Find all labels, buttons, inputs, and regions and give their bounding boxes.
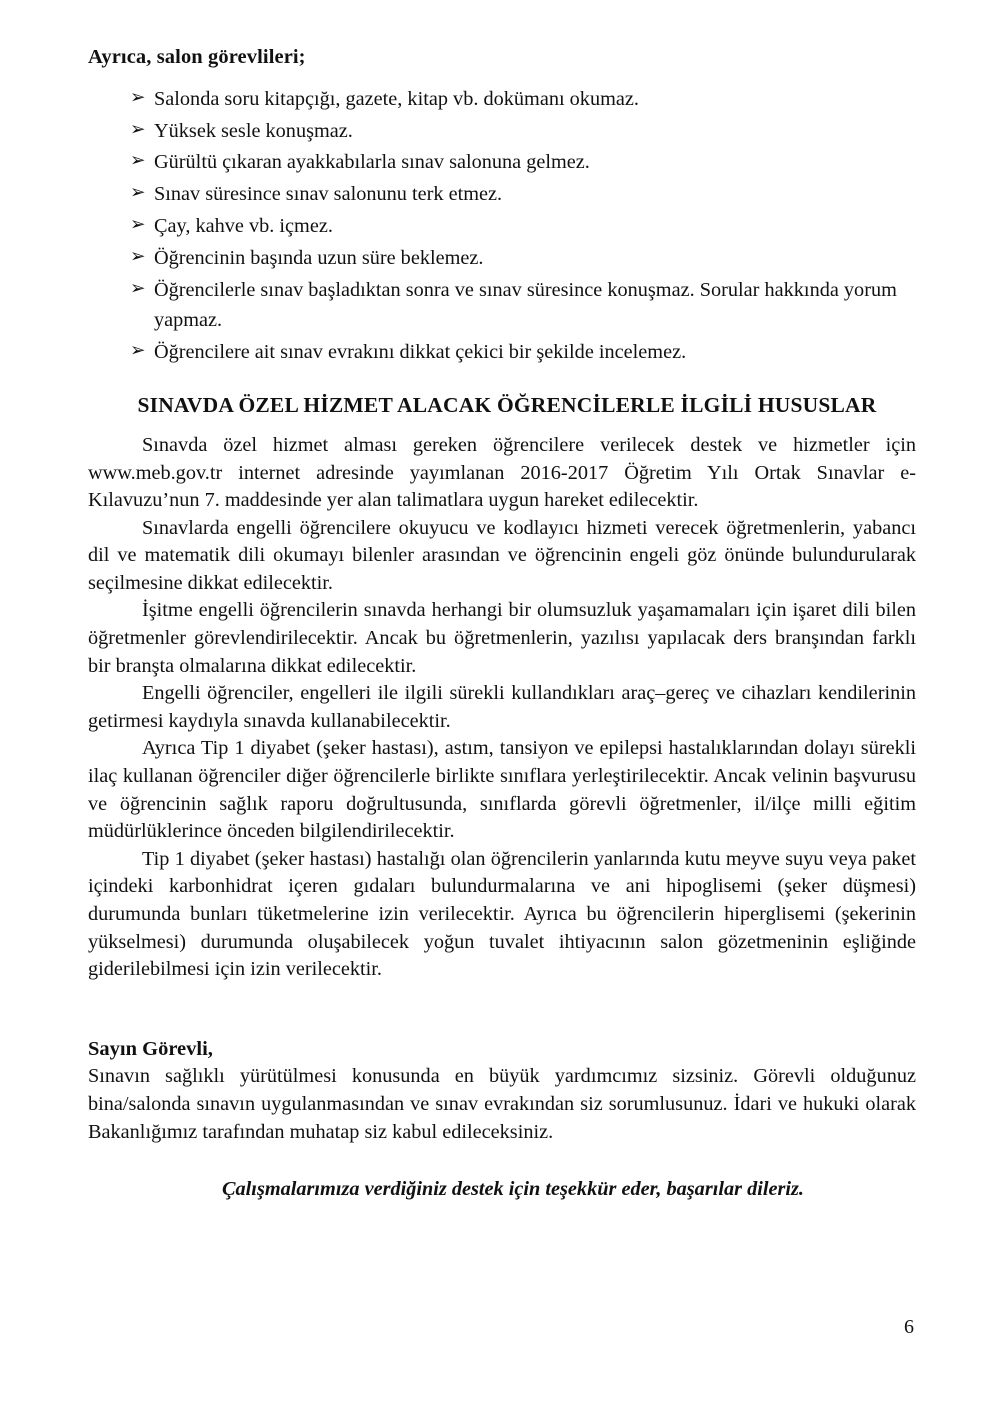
body-paragraph: Sınavda özel hizmet alması gereken öğrencilere verilecek destek ve hizmetler için www.meb.gov.tr internet adresinde yayımlanan 2016-2017 Öğretim Yılı Ortak Sınavlar e-Kılavuzu’nun 7. maddesinde yer alan talimatlara uygun hareket edilecektir. (88, 433, 916, 512)
list-item (88, 117, 916, 146)
closing-block (88, 1036, 916, 1146)
arrow-bullet-icon: ➢ (130, 118, 146, 140)
closing-paragraph: Sınavın sağlıklı yürütülmesi konusunda en büyük yardımcımız sizsiniz. Görevli olduğunuz bina/salonda sınavın uygulanmasından ve sınav evrakından siz sorumlusunuz. İdari ve hukuki olarak Bakanlığımız tarafından muhatap siz kabul edileceksiniz. (88, 1065, 916, 1143)
arrow-bullet-icon: ➢ (130, 182, 146, 204)
list-item (88, 212, 916, 241)
list-item-label: Yüksek sesle konuşmaz. (154, 119, 353, 142)
list-item (88, 180, 916, 209)
list-item-label: Öğrencilerle sınav başladıktan sonra ve sınav süresince konuşmaz. Sorular hakkında yorum yapmaz. (154, 279, 897, 331)
duties-bullet-list (88, 85, 916, 367)
sub-heading-salon-gorevlileri: Ayrıca, salon görevlileri; (88, 46, 306, 68)
body-paragraph: Ayrıca Tip 1 diyabet (şeker hastası), astım, tansiyon ve epilepsi hastalıklarından dolayı sürekli ilaç kullanan öğrenciler diğer öğrencilerle birlikte sınıflara yerleştirilecektir. Ancak velinin başvurusu ve öğrencinin sağlık raporu doğrultusunda, sınıflarda görevli öğretmenler, il/ilçe milli eğitim müdürlüklerince önceden bilgilendirilecektir. (88, 737, 916, 843)
list-item (88, 276, 916, 335)
list-item-label: Salonda soru kitapçığı, gazete, kitap vb. dokümanı okumaz. (154, 87, 639, 110)
body-paragraph: Engelli öğrenciler, engelleri ile ilgili sürekli kullandıkları araç–gereç ve cihazları kendilerinin getirmesi kaydıyla sınavda kullanabilecektir. (88, 682, 916, 732)
thanks-line: Çalışmalarımıza verdiğiniz destek için teşekkür eder, başarılar dileriz. (222, 1178, 804, 1201)
list-item (88, 85, 916, 114)
arrow-bullet-icon: ➢ (130, 86, 146, 108)
list-item (88, 148, 916, 177)
list-item (88, 338, 916, 367)
closing-heading-sayin-gorevli: Sayın Görevli, (88, 1037, 213, 1060)
body-paragraph: Sınavlarda engelli öğrencilere okuyucu ve kodlayıcı hizmeti verecek öğretmenlerin, yabancı dil ve matematik dili okumayı bilenler arasından ve öğrencinin engeli göz önünde bulundurularak seçilmesine dikkat edilecektir. (88, 516, 916, 594)
arrow-bullet-icon: ➢ (130, 278, 146, 300)
list-item-label: Öğrencinin başında uzun süre beklemez. (154, 247, 484, 270)
arrow-bullet-icon: ➢ (130, 246, 146, 268)
list-item-label: Gürültü çıkaran ayakkabılarla sınav salonuna gelmez. (154, 151, 590, 174)
arrow-bullet-icon: ➢ (130, 214, 146, 236)
list-item-label: Sınav süresince sınav salonunu terk etmez. (154, 183, 503, 206)
list-item-label: Öğrencilere ait sınav evrakını dikkat çekici bir şekilde incelemez. (154, 340, 687, 363)
body-paragraph: İşitme engelli öğrencilerin sınavda herhangi bir olumsuzluk yaşamamaları için işaret dili bilen öğretmenler görevlendirilecektir. Ancak bu öğretmenlerin, yazılısı yapılacak ders branşından farklı bir branşta olmalarına dikkat edilecektir. (88, 599, 916, 677)
section-heading-ozel-hizmet: SINAVDA ÖZEL HİZMET ALACAK ÖĞRENCİLERLE İLGİLİ HUSUSLAR (137, 392, 877, 417)
body-paragraph: Tip 1 diyabet (şeker hastası) hastalığı olan öğrencilerin yanlarında kutu meyve suyu veya paket içindeki karbonhidrat içeren gıdaları bulundurmalarına ve ani hipoglisemi (şeker düşmesi) durumunda bunları tüketmelerine izin verilecektir. Ayrıca bu öğrencilerin hiperglisemi (şekerinin yükselmesi) durumunda oluşabilecek yoğun tuvalet ihtiyacının salon gözetmeninin eşliğinde giderilebilmesi için izin verilecektir. (88, 847, 916, 981)
list-item-label: Çay, kahve vb. içmez. (154, 215, 333, 238)
list-item (88, 244, 916, 273)
arrow-bullet-icon: ➢ (130, 339, 146, 361)
page-content (88, 45, 916, 1201)
arrow-bullet-icon: ➢ (130, 150, 146, 172)
page-number: 6 (904, 1316, 914, 1338)
